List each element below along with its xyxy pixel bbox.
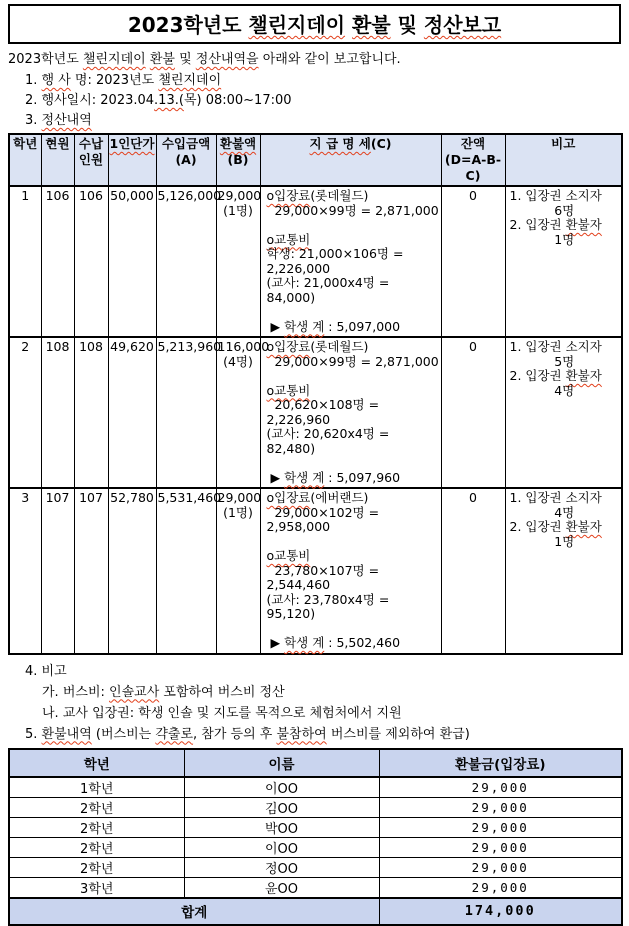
- income-cell: 5,213,960: [156, 337, 216, 488]
- refund-amount-cell: 29,000: [379, 777, 622, 798]
- refund-name-cell: 이OO: [184, 777, 379, 798]
- intro-text: 2023학년도 챌린지데이 환불 및 정산내역을 아래와 같이 보고합니다.: [8, 52, 401, 67]
- refund-table: [8, 748, 623, 926]
- refund-name-cell: 박OO: [184, 817, 379, 837]
- remarks-cell: 1. 입장권 소지자 5명 2. 입장권 환불자 4명: [505, 337, 622, 488]
- refund-row: [9, 777, 622, 798]
- refund-grade-cell: 1학년: [9, 777, 184, 798]
- refund-header-row: [9, 749, 622, 777]
- refund-header-name: 이름: [184, 749, 379, 777]
- unit-price-cell: 49,620: [108, 337, 156, 488]
- total-amount-cell: 174,000: [379, 898, 622, 925]
- income-cell: 5,126,000: [156, 186, 216, 337]
- balance-cell: 0: [441, 186, 505, 337]
- settlement-row-grade3: [9, 488, 622, 654]
- remarks-cell: 1. 입장권 소지자 4명 2. 입장권 환불자 1명: [505, 488, 622, 654]
- enrolled-cell: 108: [41, 337, 74, 488]
- refund-amount-cell: 29,000: [379, 837, 622, 857]
- refund-header-amount: 환불금(입장료): [379, 749, 622, 777]
- payment-details-cell: o입장료(에버랜드) 29,000×102명 = 2,958,000 o교통비 23,780×107명 = 2,544,460 (교사: 23,780x4명 = 95,120) ▶ 학생 계 : 5,502,460: [260, 488, 441, 654]
- balance-cell: 0: [441, 488, 505, 654]
- grade-cell: 3: [9, 488, 41, 654]
- paid-cell: 108: [74, 337, 108, 488]
- refund-row: [9, 817, 622, 837]
- refund-total-row: [9, 898, 622, 925]
- balance-cell: 0: [441, 337, 505, 488]
- payment-details-cell: o입장료(롯데월드) 29,000×99명 = 2,871,000 o교통비 20,620×108명 = 2,226,960 (교사: 20,620x4명 = 82,480) ▶ 학생 계 : 5,097,960: [260, 337, 441, 488]
- settlement-header-paid: 수납 인원: [74, 134, 108, 186]
- refund-grade-cell: 2학년: [9, 857, 184, 877]
- refund-grade-cell: 3학년: [9, 877, 184, 898]
- settlement-row-grade2: [9, 337, 622, 488]
- payment-details-cell: o입장료(롯데월드) 29,000×99명 = 2,871,000 o교통비 학생: 21,000×106명 = 2,226,000 (교사: 21,000x4명 = 84,000) ▶ 학생 계 : 5,097,000: [260, 186, 441, 337]
- settlement-header-balance: 잔액 (D=A-B-C): [441, 134, 505, 186]
- refund-cell: 29,000 (1명): [216, 186, 260, 337]
- remarks-cell: 1. 입장권 소지자 6명 2. 입장권 환불자 1명: [505, 186, 622, 337]
- refund-header-grade: 학년: [9, 749, 184, 777]
- income-cell: 5,531,460: [156, 488, 216, 654]
- remarks-heading: 4. 비고: [25, 663, 67, 679]
- refund-amount-cell: 29,000: [379, 797, 622, 817]
- bus-fee-note: 가. 버스비: 인솔교사 포함하여 버스비 정산: [42, 684, 285, 700]
- settlement-header-grade: 학년: [9, 134, 41, 186]
- refund-amount-cell: 29,000: [379, 877, 622, 898]
- settlement-header-income: 수입금액 (A): [156, 134, 216, 186]
- enrolled-cell: 106: [41, 186, 74, 337]
- grade-cell: 2: [9, 337, 41, 488]
- teacher-ticket-note: 나. 교사 입장권: 학생 인솔 및 지도를 목적으로 체험처에서 지원: [42, 705, 402, 721]
- event-name-line: 1. 행 사 명: 2023년도 챌린지데이: [25, 73, 222, 88]
- refund-name-cell: 정OO: [184, 857, 379, 877]
- refund-row: [9, 797, 622, 817]
- refund-list-heading: 5. 환불내역 (버스비는 갹출로, 참가 등의 후 불참하여 버스비를 제외하여 환급): [25, 726, 470, 742]
- remarks-section: [8, 661, 621, 745]
- refund-amount-cell: 29,000: [379, 817, 622, 837]
- refund-row: [9, 837, 622, 857]
- settlement-table: [8, 133, 623, 655]
- settlement-header-enrolled: 현원: [41, 134, 74, 186]
- refund-amount-cell: 29,000: [379, 857, 622, 877]
- paid-cell: 107: [74, 488, 108, 654]
- refund-grade-cell: 2학년: [9, 817, 184, 837]
- settlement-heading-line: 3. 정산내역: [25, 113, 92, 128]
- refund-grade-cell: 2학년: [9, 797, 184, 817]
- refund-grade-cell: 2학년: [9, 837, 184, 857]
- refund-cell: 29,000 (1명): [216, 488, 260, 654]
- refund-cell: 116,000 (4명): [216, 337, 260, 488]
- paid-cell: 106: [74, 186, 108, 337]
- report-title-box: [8, 4, 621, 44]
- unit-price-cell: 52,780: [108, 488, 156, 654]
- settlement-header-payment-details: 지 급 명 세(C): [260, 134, 441, 186]
- refund-name-cell: 윤OO: [184, 877, 379, 898]
- refund-name-cell: 이OO: [184, 837, 379, 857]
- refund-name-cell: 김OO: [184, 797, 379, 817]
- settlement-row-grade1: [9, 186, 622, 337]
- enrolled-cell: 107: [41, 488, 74, 654]
- settlement-header-unit-price: 1인단가: [108, 134, 156, 186]
- event-date-line: 2. 행사일시: 2023.04.13.(목) 08:00~17:00: [25, 93, 292, 108]
- report-title: 2023학년도 챌린지데이 환불 및 정산보고: [127, 13, 502, 37]
- grade-cell: 1: [9, 186, 41, 337]
- unit-price-cell: 50,000: [108, 186, 156, 337]
- settlement-header-remarks: 비고: [505, 134, 622, 186]
- total-label-cell: 합계: [9, 898, 379, 925]
- refund-row: [9, 877, 622, 898]
- refund-row: [9, 857, 622, 877]
- settlement-header-row: [9, 134, 622, 186]
- settlement-header-refund: 환불액 (B): [216, 134, 260, 186]
